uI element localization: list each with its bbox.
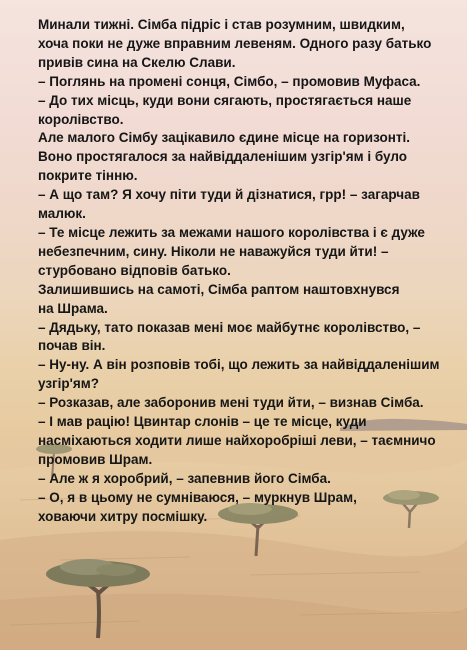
story-line: – Дядьку, тато показав мені моє майбутнє королівство, – [38,319,421,335]
story-line: привів сина на Скелю Слави. [38,54,236,70]
story-line: небезпечним, сину. Ніколи не наважуйся туди йти! – [38,243,389,259]
story-line: – Розказав, але заборонив мені туди йти, – визнав Сімба. [38,395,424,411]
story-line: Але малого Сімбу зацікавило єдине місце на горизонті. [38,130,410,146]
story-line: королівство. [38,111,124,127]
story-line: – І мав рацію! Цвинтар слонів – це те місце, куди [38,414,367,430]
story-line: хоча поки не дуже вправним левеням. Одного разу батько [38,35,432,51]
story-line: Воно простягалося за найвіддаленішим узгір'ям і було [38,149,408,165]
story-line: ховаючи хитру посмішку. [38,508,208,524]
story-line: почав він. [38,338,106,354]
story-line: Минали тижні. Сімба підріс і став розумним, швидким, [38,17,405,32]
story-line: – А що там? Я хочу піти туди й дізнатися, грр! – загарчав [38,187,420,203]
story-line: – Те місце лежить за межами нашого королівства і є дуже [38,224,425,240]
story-line: стурбовано відповів батько. [38,262,231,278]
story-line: – О, я в цьому не сумніваюся, – муркнув Шрам, [38,489,357,505]
story-line: малюк. [38,206,86,222]
story-line: Залишившись на самоті, Сімба раптом наштовхнувся [38,281,400,297]
story-text [38,16,453,526]
story-line: на Шрама. [38,300,108,316]
story-line: – До тих місць, куди вони сягають, простягається наше [38,92,412,108]
story-line: насміхаються ходити лише найхоробріші леви, – таємничо [38,432,436,448]
story-line: промовив Шрам. [38,451,153,467]
story-line: узгір'ям? [38,376,99,392]
story-line: – Поглянь на промені сонця, Сімбо, – промовив Муфаса. [38,73,421,89]
story-line: покрите тінню. [38,168,138,184]
story-line: – Але ж я хоробрий, – запевнив його Сімба. [38,470,331,486]
story-line: – Ну-ну. А він розповів тобі, що лежить за найвіддаленішим [38,357,440,373]
